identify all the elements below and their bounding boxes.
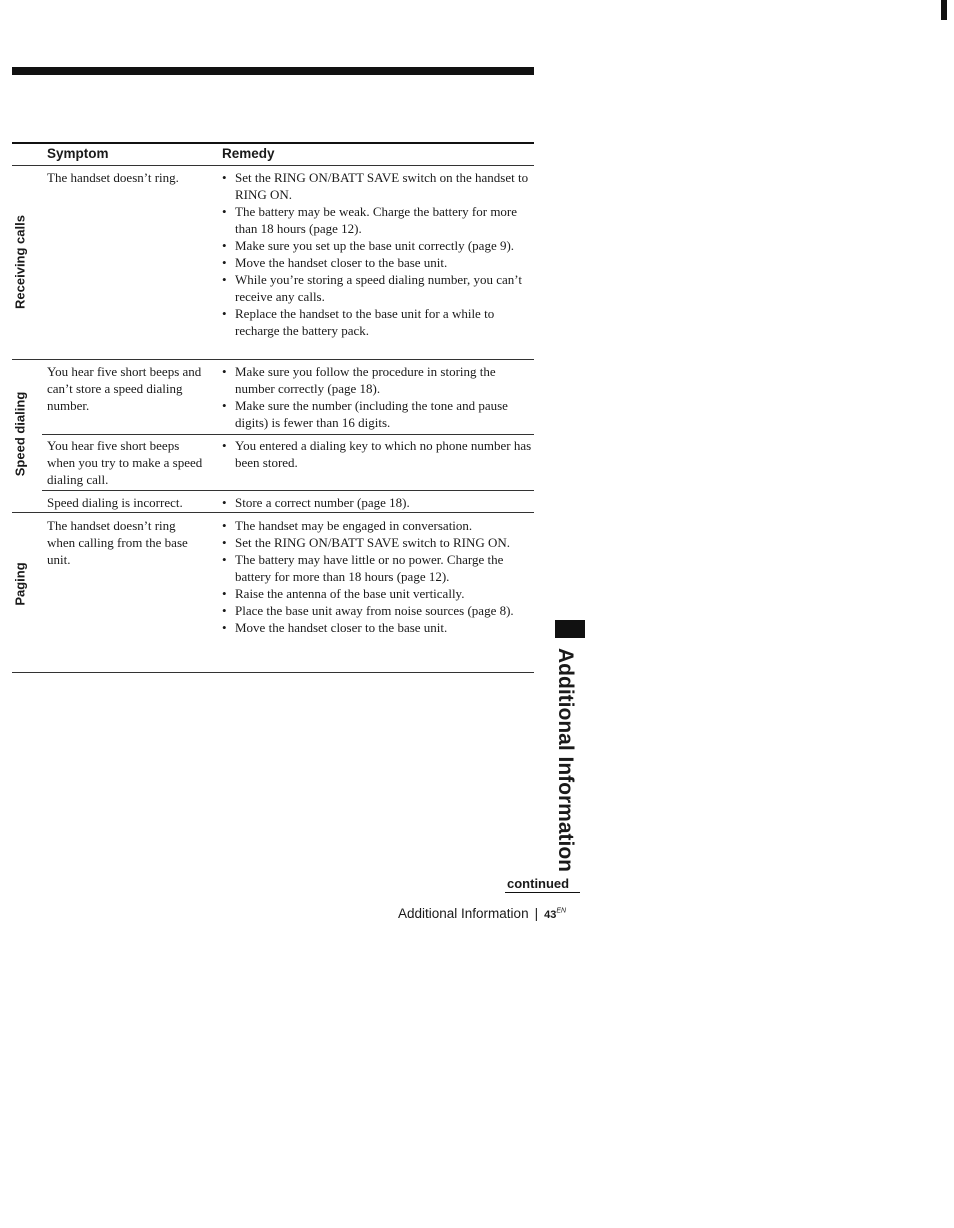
row5-remedy-6: • Move the handset closer to the base unit.	[222, 619, 536, 636]
row5-remedy-4: • Raise the antenna of the base unit vertically.	[222, 585, 536, 602]
row1-symptom: The handset doesn’t ring.	[47, 170, 179, 185]
row4-remedies	[222, 494, 536, 511]
row1-remedy-2: • The battery may be weak. Charge the battery for more than 18 hours (page 12).	[222, 203, 536, 237]
row3-remedies	[222, 437, 536, 471]
row5-remedy-5: • Place the base unit away from noise sources (page 8).	[222, 602, 536, 619]
row1-remedy-1: • Set the RING ON/BATT SAVE switch on the handset to RING ON.	[222, 169, 536, 203]
row4-remedy-1: • Store a correct number (page 18).	[222, 494, 536, 511]
row5-remedy-2: • Set the RING ON/BATT SAVE switch to RING ON.	[222, 534, 536, 551]
page-footer	[398, 906, 566, 921]
row3-symptom: You hear five short beeps when you try to make a speed dialing call.	[47, 438, 203, 487]
section-tab-marker	[555, 620, 585, 638]
row3-remedy-1: • You entered a dialing key to which no phone number has been stored.	[222, 437, 536, 471]
header-remedy: Remedy	[222, 146, 275, 161]
footer-separator: |	[534, 906, 539, 921]
section-tab-label: Additional Information	[554, 648, 577, 872]
row2-remedies	[222, 363, 536, 431]
row5-remedy-3: • The battery may have little or no power. Charge the battery for more than 18 hours (page 12).	[222, 551, 536, 585]
row2-remedy-1: • Make sure you follow the procedure in storing the number correctly (page 18).	[222, 363, 536, 397]
row5-remedy-1: • The handset may be engaged in conversation.	[222, 517, 536, 534]
section-label-paging: Paging	[12, 562, 28, 606]
row4-symptom: Speed dialing is incorrect.	[47, 495, 183, 510]
table-bottom-rule	[12, 672, 534, 673]
row1-remedy-3: • Make sure you set up the base unit correctly (page 9).	[222, 237, 536, 254]
row1-remedy-5: • While you’re storing a speed dialing number, you can’t receive any calls.	[222, 271, 536, 305]
row1-remedies	[222, 169, 536, 339]
page-suffix: EN	[556, 907, 567, 915]
row-divider-2	[42, 434, 534, 435]
row1-remedy-4: • Move the handset closer to the base unit.	[222, 254, 536, 271]
row2-symptom: You hear five short beeps and can’t store a speed dialing number.	[47, 364, 202, 413]
continued-rule	[505, 892, 580, 893]
header-symptom: Symptom	[47, 146, 109, 161]
row-divider-4	[12, 512, 534, 513]
top-rule	[12, 67, 534, 75]
row2-remedy-2: • Make sure the number (including the tone and pause digits) is fewer than 16 digits.	[222, 397, 536, 431]
table-top-rule	[12, 142, 534, 144]
row5-remedies	[222, 517, 536, 636]
section-label-receiving: Receiving calls	[12, 215, 28, 309]
footer-section: Additional Information	[398, 906, 529, 921]
section-label-speed: Speed dialing	[12, 391, 28, 477]
row5-symptom: The handset doesn’t ring when calling from the base unit.	[47, 518, 188, 567]
continued-label: continued	[507, 876, 570, 891]
row-divider-1	[12, 359, 534, 360]
page-number: 43	[544, 909, 557, 921]
corner-crop-mark	[941, 0, 947, 20]
header-rule	[12, 165, 534, 166]
row1-remedy-6: • Replace the handset to the base unit for a while to recharge the battery pack.	[222, 305, 536, 339]
row-divider-3	[42, 490, 534, 491]
